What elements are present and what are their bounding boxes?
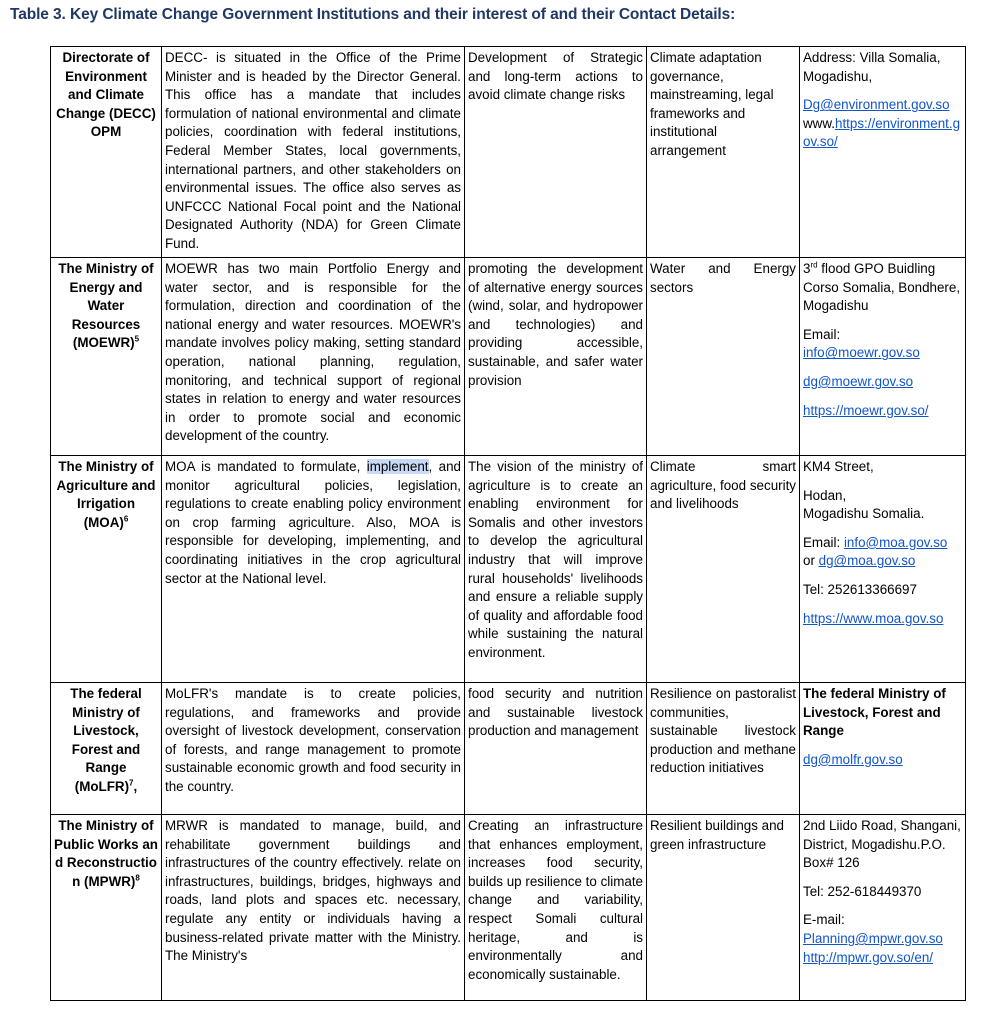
description-cell: MoLFR's mandate is to create policies, regulations, and frameworks and provide oversight of livestock development, conservation of forests, and range management to promote sustainable economic growth and food security in the country. [162,683,465,815]
phone-text: Tel: 252613366697 [803,581,917,597]
institutions-table [50,46,966,1001]
website-link[interactable]: https://environment.gov.so/ [803,115,961,150]
email-link-secondary[interactable]: dg@moewr.gov.so [803,373,914,389]
email-link[interactable]: Dg@environment.gov.so [803,97,950,113]
institution-name: The Ministry of Agriculture and Irrigation (MOA) [56,459,156,530]
footnote-ref: 7 [129,778,134,788]
description-cell: DECC- is situated in the Office of the Prime Minister and is headed by the Director General. This office has a mandate that includes formulation of national environmental and climate policies, coordination with federal institutions, Federal Member States, local governments, international partners, and other stakeholders on environmental issues. The office also serves as UNFCCC National Focal point and the National Designated Authority (NDA) for Green Climate Fund. [162,47,465,258]
email-label: Email: [803,326,841,342]
description-cell: MRWR is mandated to manage, build, and rehabilitate government buildings and infrastructures of the country effectively. relate on infrastructures, buildings, bridges, highways and roads, land plots and spaces etc. necessary, regulate any entity or individuals having a business-related private matter with the Ministry. The Ministry's [162,815,465,1001]
area-cell: Climate smart agriculture, food security and livelihoods [647,456,800,683]
table-row [51,683,966,815]
website-link[interactable]: http://mpwr.gov.so/en/ [803,949,934,965]
contact-cell [800,815,966,1001]
interest-cell: food security and nutrition and sustainable livestock production and management [465,683,647,815]
institution-name: Directorate of Environment and Climate Change (DECC) OPM [56,50,156,140]
footnote-ref: 5 [134,334,140,344]
email-link[interactable]: dg@molfr.gov.so [803,751,903,767]
description-cell: MOA is mandated to formulate, implement, and monitor agricultural policies, legislation, regulations to create enabling policy environment on crop farming agriculture. Also, MOA is responsible for developing, implementing, and coordinating initiatives in the crop agricultural sector at the National level. [162,456,465,683]
phone-text: Tel: 252-618449370 [803,883,922,899]
table-row [51,815,966,1001]
email-link[interactable]: info@moewr.gov.so [803,345,920,361]
table-caption: Table 3. Key Climate Change Government Institutions and their interest of and their Contact Details: [10,6,736,23]
table-row [51,258,966,456]
institution-name: The federal Ministry of Livestock, Forest and Range (MoLFR) [70,686,142,794]
email-line-secondary: or dg@moa.gov.so [803,553,916,569]
contact-cell [800,456,966,683]
address-line: KM4 Street, [803,459,874,474]
interest-cell: Creating an infrastructure that enhances employment, increases food security, builds up resilience to climate change and variability, respect Somali cultural heritage, and is environmentally and economically sustainable. [465,815,647,1001]
institution-cell [51,815,162,1001]
area-cell: Resilient buildings and green infrastructure [647,815,800,1001]
area-cell: Climate adaptation governance, mainstreaming, legal frameworks and institutional arrangement [647,47,800,258]
email-link-secondary[interactable]: dg@moa.gov.so [818,553,916,569]
address-line: Mogadishu Somalia. [803,506,925,522]
table-row [51,47,966,258]
interest-cell: The vision of the ministry of agriculture is to create an enabling environment for Somalis and other investors to develop the agricultural industry that will improve rural households' livelihoods and ensure a reliable supply of quality and affordable food while sustaining the natural environment. [465,456,647,683]
area-cell: Water and Energy sectors [647,258,800,456]
institution-cell: The federal Ministry of Livestock, Forest and Range (MoLFR)$^7$, [51,683,162,815]
website-link[interactable]: https://moewr.gov.so/ [803,402,929,418]
interest-cell: promoting the development of alternative energy sources (wind, solar, and hydropower and technologies) and providing accessible, sustainable, and safer water provision [465,258,647,456]
email-line: Email: info@moa.gov.so [803,534,948,550]
description-cell: MOEWR has two main Portfolio Energy and water sector, and is responsible for the formulation, direction and coordination of the national energy and water resources. MOEWR's mandate involves policy making, setting standard operation, national planning, regulation, monitoring, and technical support of regional states in relation to energy and water resources in order to promote social and economic development of the country. [162,258,465,456]
website-link[interactable]: https://www.moa.gov.so [803,610,944,626]
website-prefix: www. [803,115,835,131]
footnote-ref: 8 [135,873,140,883]
address-text: 3rd flood GPO Buidling Corso Somalia, Bondhere, Mogadishu [803,260,961,314]
contact-cell [800,683,966,815]
address-line: Hodan, [803,487,847,503]
contact-cell [800,258,966,456]
footnote-ref: 6 [123,514,129,524]
address-text: Address: Villa Somalia, Mogadishu, [803,50,941,84]
table-row [51,456,966,683]
area-cell: Resilience on pastoralist communities, sustainable livestock production and methane reduction initiatives [647,683,800,815]
contact-cell [800,47,966,258]
interest-cell: Development of Strategic and long-term actions to avoid climate change risks [465,47,647,258]
institution-cell [51,258,162,456]
institution-cell [51,47,162,258]
address-text: 2nd Liido Road, Shangani, District, Mogadishu.P.O. Box# 126 [803,818,961,871]
email-label: E-mail: [803,912,845,928]
institution-name: The Ministry of Public Works and Reconstruction (MPWR) [54,818,158,889]
email-link[interactable]: Planning@mpwr.gov.so [803,930,943,946]
website-line [803,115,962,152]
address-text: The federal Ministry of Livestock, Forest and Range [803,686,946,739]
institution-name: The Ministry of Energy and Water Resources (MOEWR) [58,261,154,351]
highlighted-word: implement [366,459,429,474]
institution-cell [51,456,162,683]
email-link[interactable]: info@moa.gov.so [843,534,948,550]
